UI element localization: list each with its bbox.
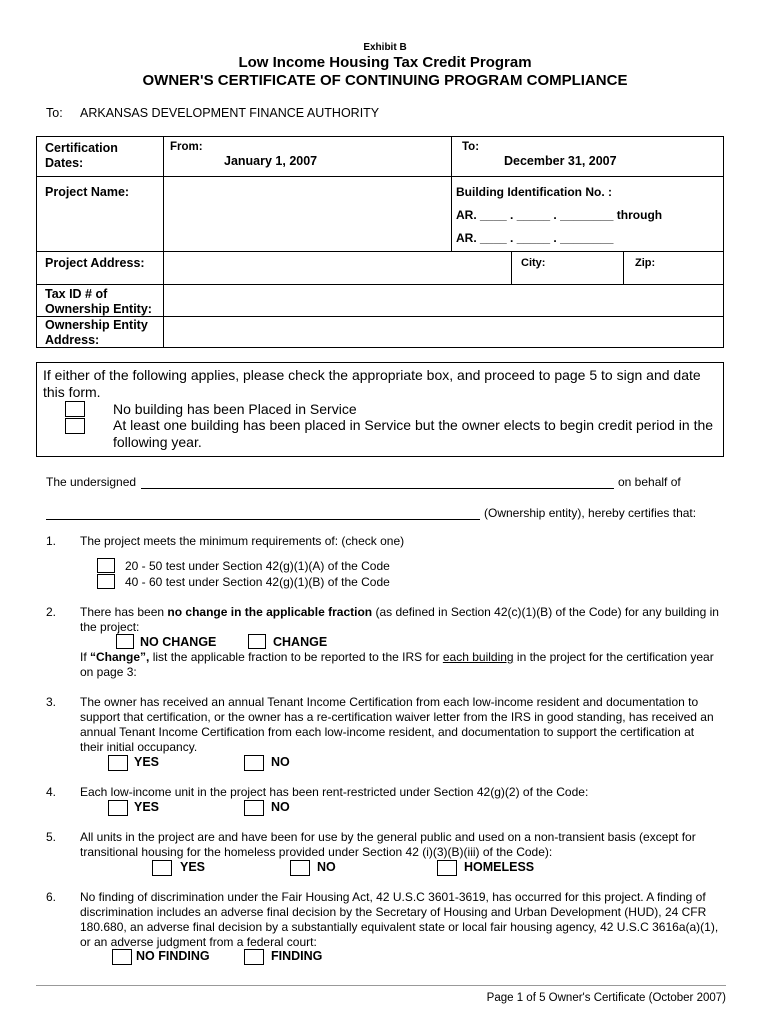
- item-2-note-underline: each building: [442, 650, 514, 664]
- from-label: From:: [170, 141, 203, 153]
- item-3-text: The owner has received an annual Tenant Income Certification from each low-income resident and documentation to support that certification, or the owner has a re-certification waiver letter from the IRS in good standing, has received an annual Tenant Income Certification from each low-income resident, and documentation to support the certification at their initial occupancy.: [80, 695, 714, 754]
- test-40-60-label: 40 - 60 test under Section 42(g)(1)(B) of the Code: [125, 575, 390, 589]
- item-3-number: 3.: [46, 695, 57, 709]
- placed-in-service-notice: [36, 362, 724, 457]
- footer-divider: [36, 985, 726, 986]
- exhibit-label: Exhibit B: [363, 42, 407, 53]
- ownership-entity-field[interactable]: [46, 519, 480, 520]
- city-field[interactable]: [511, 251, 624, 285]
- no-change-label: NO CHANGE: [140, 635, 217, 649]
- building-id-cell[interactable]: [451, 176, 724, 252]
- item-4-number: 4.: [46, 785, 57, 799]
- project-address-label: Project Address:: [45, 256, 145, 270]
- project-name-label: Project Name:: [45, 185, 130, 199]
- elect-defer-label: At least one building has been placed in Service but the owner elects to begin credit period in the following year.: [113, 417, 714, 450]
- ownership-entity-suffix: (Ownership entity), hereby certifies that:: [484, 506, 697, 520]
- item-5-homeless-checkbox[interactable]: [437, 860, 457, 876]
- item-2-text-b: (as defined in Section 42(c)(1)(B) of the Code) for any building in the project:: [80, 605, 719, 634]
- no-building-label: No building has been Placed in Service: [113, 401, 357, 417]
- cert-dates-label-cell: [36, 136, 164, 177]
- project-address-field[interactable]: [163, 251, 512, 285]
- test-20-50-label: 20 - 50 test under Section 42(g)(1)(A) of the Code: [125, 559, 390, 573]
- no-change-checkbox[interactable]: [116, 634, 134, 649]
- to-date-value: December 31, 2007: [504, 154, 617, 168]
- tax-id-label-cell: [36, 284, 164, 317]
- item-2-text-bold: no change in the applicable fraction: [167, 605, 373, 619]
- owner-address-label-cell: [36, 316, 164, 348]
- test-20-50-checkbox[interactable]: [97, 558, 115, 573]
- undersigned-name-field[interactable]: [141, 488, 614, 489]
- zip-label: Zip:: [635, 257, 656, 269]
- item-2-note-bold: “Change”,: [90, 650, 150, 664]
- no-finding-label: NO FINDING: [136, 949, 210, 963]
- item-3-no-checkbox[interactable]: [244, 755, 264, 771]
- building-id-label: Building Identification No. :: [456, 185, 612, 199]
- item-3-yes-checkbox[interactable]: [108, 755, 128, 771]
- item-4-no-checkbox[interactable]: [244, 800, 264, 816]
- owner-address-label-2: Address:: [45, 333, 100, 347]
- item-6-text: No finding of discrimination under the Fair Housing Act, 42 U.S.C 3601-3619, has occurred for this project. A finding of discrimination includes an adverse final decision by the Secretary of Housing and Urban Development (HUD), 24 CFR 180.680, an adverse final decision by a substantially equivalent state or local fair housing agency, 42 U.S.C 3616a(a)(1), or an adverse judgment from a federal court:: [80, 890, 719, 949]
- from-date-field[interactable]: [163, 136, 452, 177]
- project-name-field[interactable]: [163, 176, 452, 252]
- undersigned-suffix: on behalf of: [618, 475, 681, 489]
- from-date-value: January 1, 2007: [224, 154, 318, 168]
- building-id-line-2: AR. ____ . _____ . ________: [456, 231, 614, 245]
- item-5-homeless-label: HOMELESS: [464, 860, 535, 874]
- certificate-title: OWNER'S CERTIFICATE OF CONTINUING PROGRAM COMPLIANCE: [142, 72, 628, 89]
- item-4-text: Each low-income unit in the project has been rent-restricted under Section 42(g)(2) of the Code:: [80, 785, 589, 799]
- change-checkbox[interactable]: [248, 634, 266, 649]
- test-40-60-checkbox[interactable]: [97, 574, 115, 589]
- item-5-text: All units in the project are and have been for use by the general public and used on a non-transient basis (except for transitional housing for the homeless provided under Section 42 (i)(3)(B)(iii) of the Code):: [80, 830, 696, 859]
- item-4-yes-checkbox[interactable]: [108, 800, 128, 816]
- undersigned-prefix: The undersigned: [46, 475, 137, 489]
- change-label: CHANGE: [273, 635, 328, 649]
- item-2-note-b: list the applicable fraction to be reported to the IRS for: [149, 650, 443, 664]
- to-label: To:: [46, 106, 63, 120]
- item-1-number: 1.: [46, 534, 57, 548]
- building-id-line-1: AR. ____ . _____ . ________ through: [456, 208, 663, 222]
- program-title: Low Income Housing Tax Credit Program: [238, 54, 532, 71]
- item-5-yes-checkbox[interactable]: [152, 860, 172, 876]
- item-6-number: 6.: [46, 890, 57, 904]
- item-2-text-a: There has been: [80, 605, 168, 619]
- finding-label: FINDING: [271, 949, 323, 963]
- tax-id-label-1: Tax ID # of: [45, 287, 108, 301]
- item-2-note-a: If: [80, 650, 91, 664]
- cert-dates-label-2: Dates:: [45, 156, 84, 170]
- tax-id-field[interactable]: [163, 284, 724, 317]
- to-authority: ARKANSAS DEVELOPMENT FINANCE AUTHORITY: [80, 106, 380, 120]
- item-3-no-label: NO: [271, 755, 290, 769]
- project-name-label-cell: [36, 176, 164, 252]
- to-date-field[interactable]: [451, 136, 724, 177]
- item-5-no-label: NO: [317, 860, 336, 874]
- no-finding-checkbox[interactable]: [112, 949, 132, 965]
- owner-address-label-1: Ownership Entity: [45, 318, 148, 332]
- no-building-checkbox[interactable]: [65, 401, 85, 417]
- page-footer: Page 1 of 5 Owner's Certificate (October 2007): [486, 992, 726, 1004]
- item-2-note-c: in the project for the certification year on page 3:: [80, 650, 714, 679]
- item-2-text: [80, 605, 720, 635]
- cert-dates-label-1: Certification: [45, 141, 118, 155]
- zip-field[interactable]: [623, 251, 724, 285]
- item-4-yes-label: YES: [134, 800, 160, 814]
- item-3-yes-label: YES: [134, 755, 160, 769]
- item-2-number: 2.: [46, 605, 57, 619]
- item-5-no-checkbox[interactable]: [290, 860, 310, 876]
- owner-address-field[interactable]: [163, 316, 724, 348]
- to-date-label: To:: [462, 141, 480, 153]
- tax-id-label-2: Ownership Entity:: [45, 302, 152, 316]
- item-5-yes-label: YES: [180, 860, 206, 874]
- city-label: City:: [521, 257, 546, 269]
- item-1-text: The project meets the minimum requirements of: (check one): [80, 534, 405, 548]
- item-4-no-label: NO: [271, 800, 290, 814]
- finding-checkbox[interactable]: [244, 949, 264, 965]
- item-5-number: 5.: [46, 830, 57, 844]
- elect-defer-checkbox[interactable]: [65, 418, 85, 434]
- item-2-note: [80, 650, 720, 680]
- project-address-label-cell: [36, 251, 164, 285]
- notice-text: If either of the following applies, please check the appropriate box, and proceed to page 5 to sign and date this form.: [43, 367, 701, 400]
